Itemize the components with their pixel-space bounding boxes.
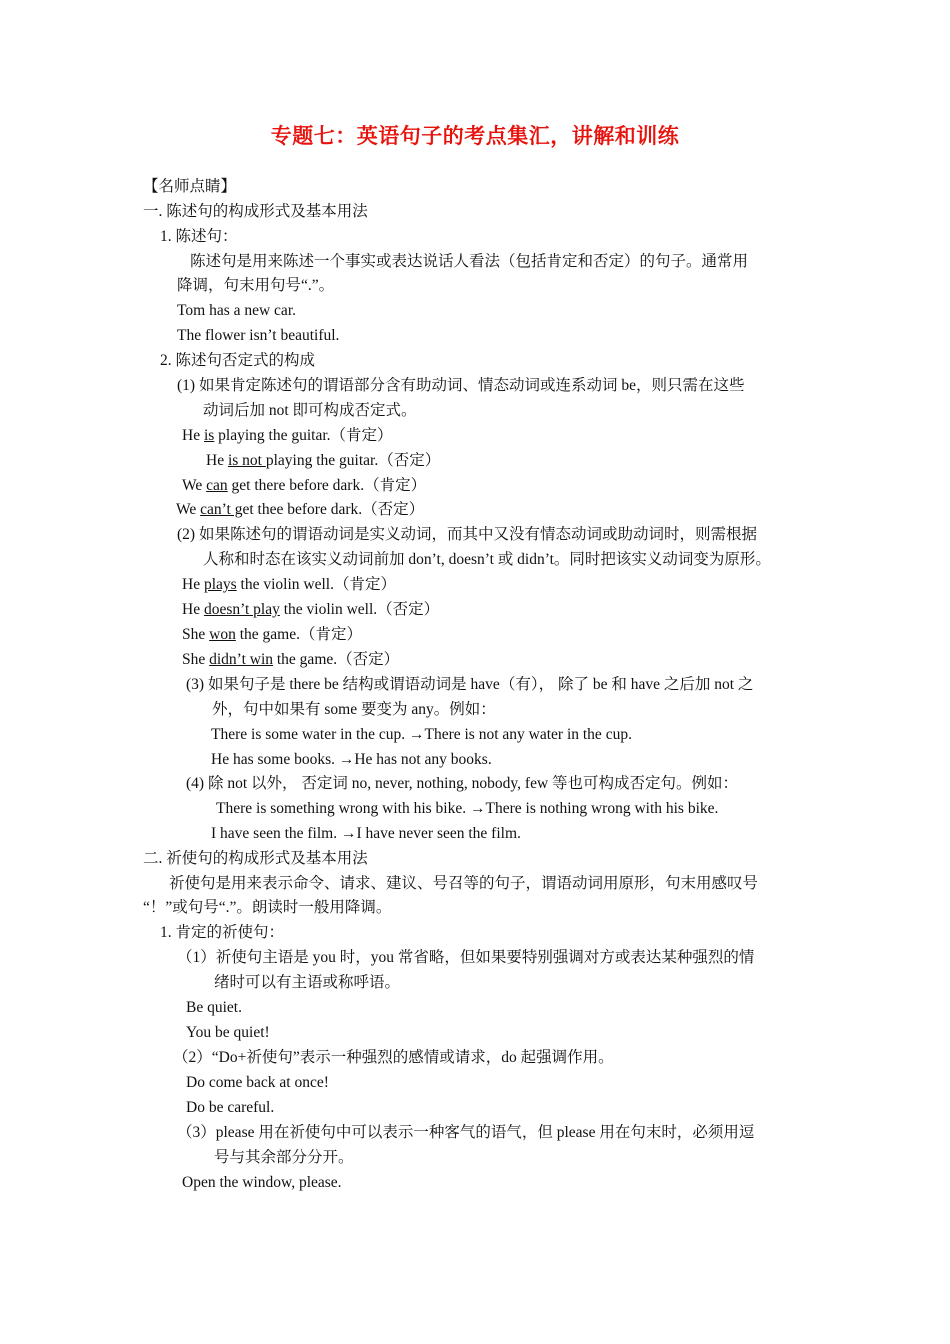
text-run: et thee before dark.（否定）	[242, 501, 425, 518]
underlined-text: is	[203, 427, 215, 444]
text-run: playing the guitar.（肯定）	[214, 427, 393, 444]
subheading: 1. 陈述句：	[160, 228, 238, 245]
underlined-text: won	[209, 626, 236, 643]
paragraph-line: (2) 如果陈述句的谓语动词是实义动词，而其中又没有情态动词或助动词时，则需根据	[177, 526, 757, 543]
example-sentence: The flower isn’t beautiful.	[177, 327, 340, 344]
subheading: 1. 肯定的祈使句：	[160, 924, 285, 941]
section-heading: 二. 祈使句的构成形式及基本用法	[143, 850, 368, 867]
paragraph-line: 绪时可以有主语或称呼语。	[214, 974, 401, 991]
paragraph-line: （1）祈使句主语是 you 时，you 常省略，但如果要特别强调对方或表达某种强烈的情	[177, 949, 755, 966]
text-run: the violin well.（否定）	[279, 601, 440, 618]
text-run: He	[206, 452, 228, 469]
paragraph-line: “！”或句号“.”。朗读时一般用降调。	[143, 899, 392, 916]
text-run: We	[182, 477, 207, 494]
paragraph-line: 祈使句是用来表示命令、请求、建议、号召等的句子，谓语动词用原形，句末用感叹号	[169, 875, 759, 892]
paragraph-line: 号与其余部分分开。	[214, 1149, 354, 1166]
example-sentence	[176, 500, 424, 520]
paragraph-line: 人称和时态在该实义动词前加 don’t, doesn’t 或 didn’t。同时把该实义动词变为原形。	[203, 551, 771, 568]
paragraph-line: 动词后加 not 即可构成否定式。	[203, 402, 417, 419]
underlined-text: is not	[227, 452, 266, 469]
example-sentence: He has some books. →He has not any books.	[211, 751, 492, 768]
example-sentence: Tom has a new car.	[177, 302, 296, 319]
text-run: She	[182, 651, 210, 668]
example-sentence: There is some water in the cup. →There is not any water in the cup.	[211, 726, 632, 743]
text-run: the violin well.（肯定）	[236, 576, 396, 593]
example-sentence	[182, 575, 396, 595]
example-sentence	[182, 650, 399, 670]
text-run: playing the guitar.（否定）	[265, 452, 441, 469]
example-sentence: You be quiet!	[186, 1024, 270, 1041]
text-run: the game.（肯定）	[235, 626, 362, 643]
subheading: 2. 陈述句否定式的构成	[160, 352, 316, 369]
text-run: We	[176, 501, 201, 518]
section-label: 【名师点睛】	[143, 178, 237, 195]
underlined-text: plays	[203, 576, 237, 593]
example-sentence: Open the window, please.	[182, 1174, 342, 1191]
example-sentence: Do be careful.	[186, 1099, 275, 1116]
text-run: get there before dark.（肯定）	[227, 477, 427, 494]
page-title: 专题七：英语句子的考点集汇，讲解和训练	[270, 124, 680, 148]
example-sentence: I have seen the film. →I have never seen the film.	[211, 825, 521, 842]
text-run: He	[182, 601, 204, 618]
example-sentence	[182, 600, 439, 620]
paragraph-line: 陈述句是用来陈述一个事实或表达说话人看法（包括肯定和否定）的句子。通常用	[190, 253, 749, 270]
paragraph-line: (3) 如果句子是 there be 结构或谓语动词是 have（有）， 除了 be 和 have 之后加 not 之	[186, 676, 754, 693]
example-sentence	[182, 476, 426, 496]
text-run: the game.（否定）	[273, 651, 400, 668]
paragraph-line: 降调，句末用句号“.”。	[177, 277, 335, 294]
example-sentence	[206, 451, 440, 471]
paragraph-line: （2）“Do+祈使句”表示一种强烈的感情或请求，do 起强调作用。	[173, 1049, 614, 1066]
paragraph-line: 外，句中如果有 some 要变为 any。例如：	[212, 701, 496, 718]
paragraph-line: (4) 除 not 以外， 否定词 no, never, nothing, nobody, few 等也可构成否定句。例如：	[186, 775, 739, 792]
text-run: He	[182, 576, 204, 593]
example-sentence: Do come back at once!	[186, 1074, 329, 1091]
underlined-text: can’t g	[200, 501, 243, 518]
paragraph-line: （3）please 用在祈使句中可以表示一种客气的语气，但 please 用在句末时，必须用逗	[177, 1124, 755, 1141]
example-sentence: Be quiet.	[186, 999, 242, 1016]
underlined-text: can	[206, 477, 228, 494]
paragraph-line: (1) 如果肯定陈述句的谓语部分含有助动词、情态动词或连系动词 be，则只需在这些	[177, 377, 745, 394]
example-sentence	[182, 426, 393, 446]
example-sentence: There is something wrong with his bike. →There is nothing wrong with his bike.	[216, 800, 719, 817]
text-run: She	[182, 626, 210, 643]
text-run: He	[182, 427, 204, 444]
underlined-text: didn’t win	[209, 651, 273, 668]
section-heading: 一. 陈述句的构成形式及基本用法	[143, 203, 368, 220]
underlined-text: doesn’t play	[203, 601, 280, 618]
example-sentence	[182, 625, 362, 645]
